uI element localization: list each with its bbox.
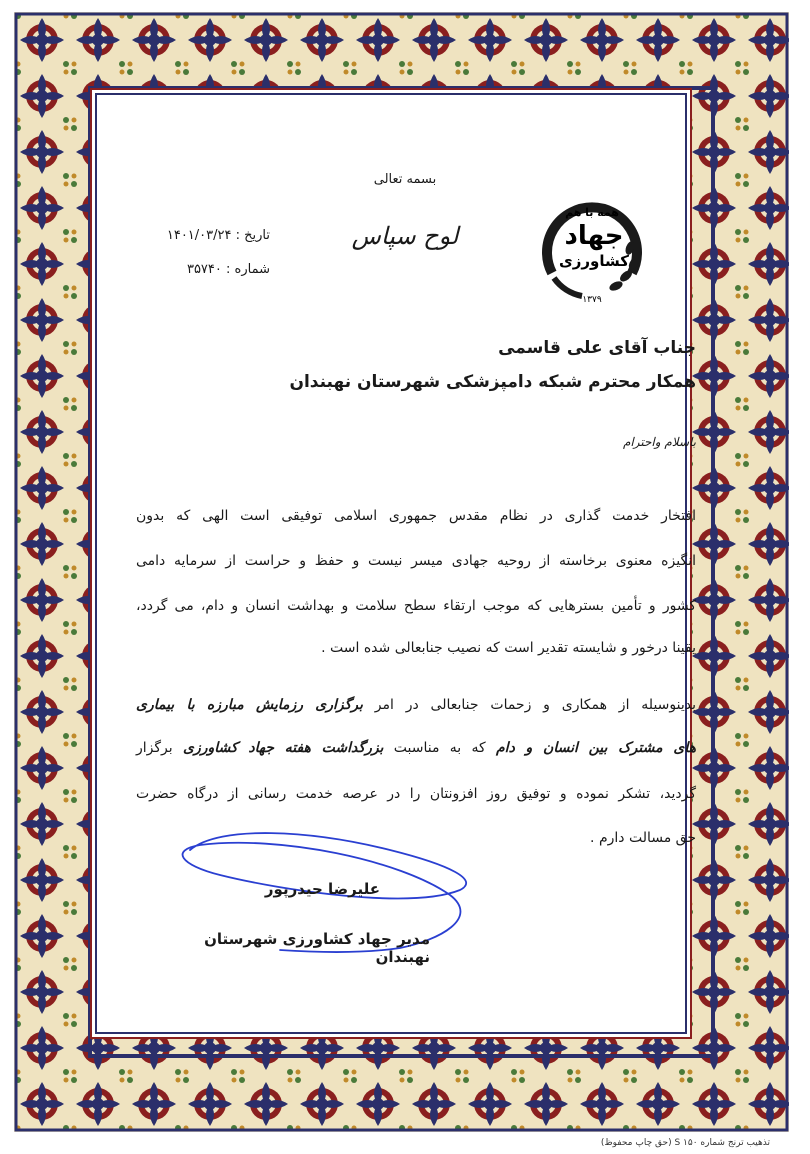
paragraph2-text: بدینوسیله از همکاری و زحمات جنابعالی در امر [362, 697, 696, 713]
signer-title: مدیر جهاد کشاورزی شهرستان نهبندان [204, 930, 430, 966]
basmala: بسمه تعالی [373, 172, 437, 187]
paragraph2-emphasis: های مشترک بین انسان و دام [496, 740, 696, 756]
page-title: لوح سپاس [351, 222, 459, 250]
signer-name: علیرضا حیدرپور [264, 880, 380, 898]
recipient-position: همکار محترم شبکه دامپزشکی شهرستان نهبندان [289, 372, 696, 392]
recipient-name: جناب آقای علی قاسمی [498, 338, 696, 358]
paragraph1-line2: انگیزه معنوی برخاسته از روحیه جهادی میسر نیست و حفظ و حراست از سرمایه دامی [136, 553, 696, 569]
paragraph2-line3: گردید، تشکر نموده و توفیق روز افزونتان را در عرصه خدمت رسانی از درگاه حضرت [136, 786, 696, 802]
paragraph1-line4: یقینا درخور و شایسته تقدیر است که نصیب جنابعالی شده است . [321, 640, 696, 656]
jahad-keshavarzi-logo [522, 178, 662, 308]
logo-main-text: جهاد [564, 221, 624, 251]
paragraph2-emphasis: برگزاری رزمایش مبارزه با بیماری [136, 697, 363, 713]
print-footer: تذهیب ترنج شماره ۱۵۰ S (حق چاپ محفوظ) [600, 1138, 770, 1148]
number-field: شماره : ۳۵۷۴۰ [186, 262, 270, 277]
greeting: باسلام واحترام [622, 435, 696, 449]
logo-sub-text: کشاورزی [559, 252, 629, 270]
paragraph1-line1: افتخار خدمت گذاری در نظام مقدس جمهوری اسلامی توفیقی است الهی که بدون [136, 508, 696, 524]
date-field: تاریخ : ۱۴۰۱/۰۳/۲۴ [166, 228, 270, 243]
paragraph2-line4: حق مسالت دارم . [590, 830, 696, 846]
logo-top-text: همه با هم [565, 206, 619, 219]
paragraph1-line3: کشور و تأمین بسترهایی که موجب ارتقاء سطح سلامت و بهداشت انسان و دام، می گردد، [136, 598, 696, 614]
paragraph2-line2 [136, 740, 696, 756]
paragraph2-text: برگزار [136, 740, 183, 756]
paragraph2-line1 [136, 697, 696, 713]
paragraph2-text: که به مناسبت [383, 740, 497, 756]
logo-year: ۱۳۷۹ [582, 295, 602, 305]
paragraph2-emphasis: بزرگداشت هفته جهاد کشاورزی [182, 740, 384, 756]
